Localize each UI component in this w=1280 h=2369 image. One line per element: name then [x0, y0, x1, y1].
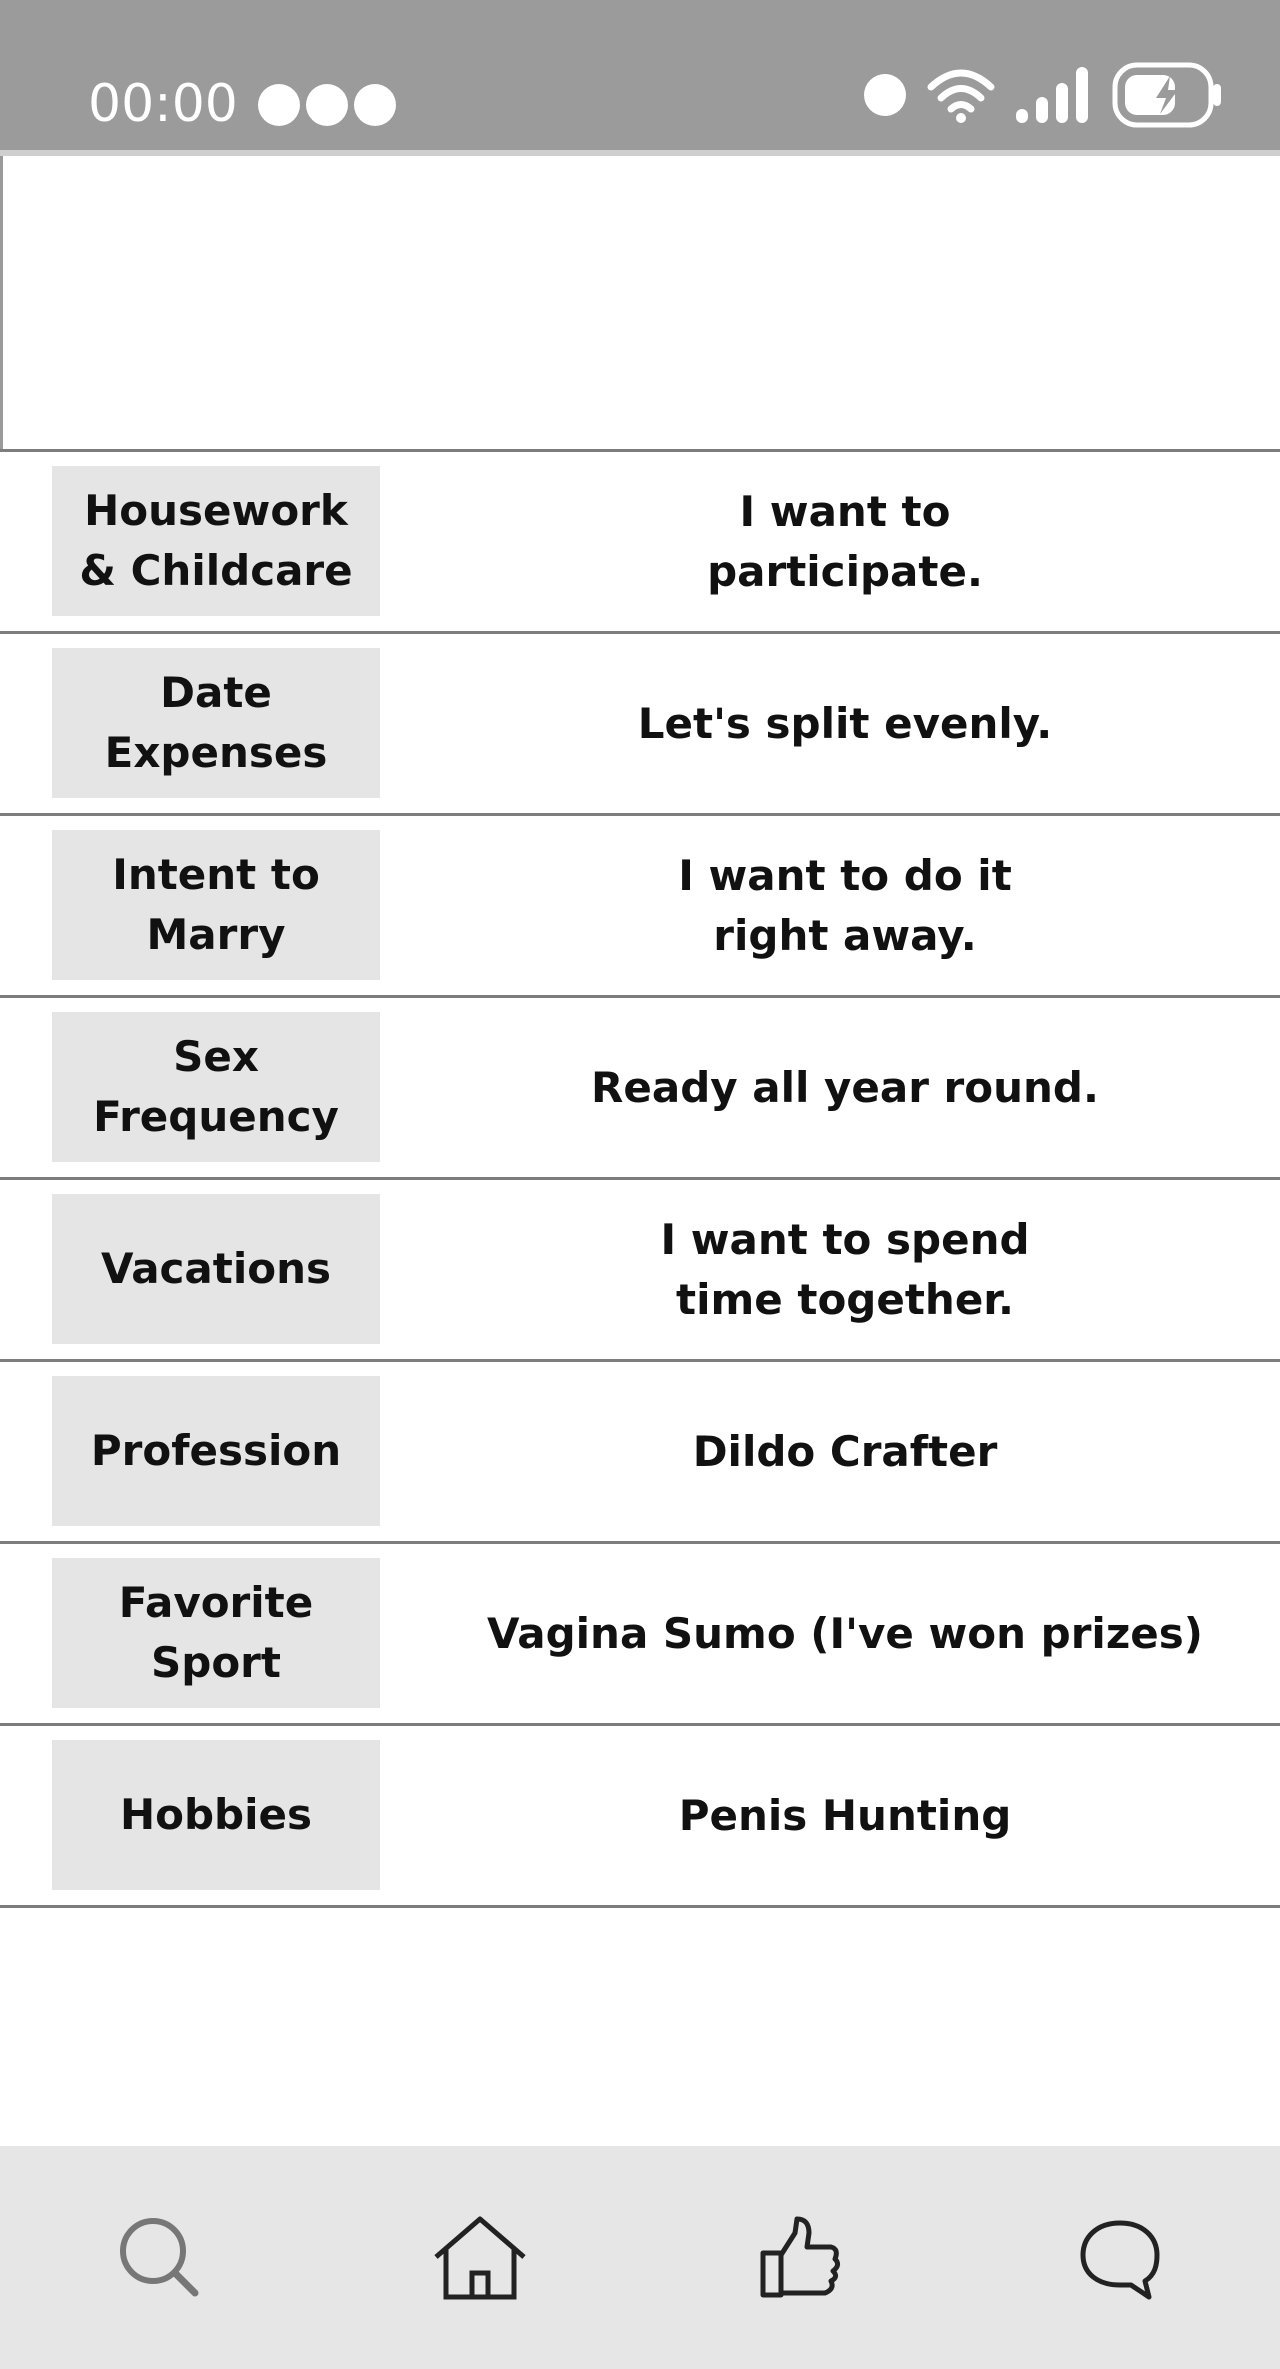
row-value: Dildo Crafter: [692, 1426, 998, 1476]
row-label: Intent to Marry: [52, 830, 380, 980]
row-value: Let's split evenly.: [637, 698, 1053, 748]
row-label: Profession: [52, 1376, 380, 1526]
table-row: [0, 1177, 1280, 1359]
profile-header: [0, 156, 1280, 450]
notification-dot-icon: [354, 84, 396, 126]
chat-bubble-icon: [1075, 2213, 1165, 2303]
notification-dot-icon: [306, 84, 348, 126]
row-value: I want to spend time together.: [660, 1214, 1030, 1324]
table-row: [0, 631, 1280, 813]
notification-dot-icon: [258, 84, 300, 126]
dot-indicator-icon: [862, 72, 908, 118]
row-value: I want to do it right away.: [678, 850, 1012, 960]
row-label: Sex Frequency: [52, 1012, 380, 1162]
row-label: Hobbies: [52, 1740, 380, 1890]
row-value: Vagina Sumo (I've won prizes): [487, 1608, 1203, 1658]
thumbs-up-icon: [755, 2213, 845, 2303]
table-row: [0, 1723, 1280, 1908]
row-value: Ready all year round.: [591, 1062, 1099, 1112]
nav-like-button[interactable]: [740, 2198, 860, 2318]
battery-charging-icon: [1112, 62, 1224, 128]
table-row: [0, 1541, 1280, 1723]
nav-chat-button[interactable]: [1060, 2198, 1180, 2318]
table-row: [0, 995, 1280, 1177]
status-icons: [862, 62, 1224, 128]
table-row: [0, 449, 1280, 631]
table-row: [0, 1359, 1280, 1541]
row-label: Vacations: [52, 1194, 380, 1344]
row-label: Date Expenses: [52, 648, 380, 798]
search-icon: [115, 2213, 205, 2303]
row-label: Housework & Childcare: [52, 466, 380, 616]
status-time: 00:00: [88, 74, 238, 134]
nav-home-button[interactable]: [420, 2198, 540, 2318]
signal-icon: [1014, 65, 1094, 125]
row-value: I want to participate.: [707, 486, 983, 596]
notification-dots: [258, 84, 396, 126]
status-bar: [0, 0, 1280, 156]
table-row: [0, 813, 1280, 995]
wifi-icon: [926, 65, 996, 125]
profile-table: [0, 449, 1280, 1908]
bottom-nav: [0, 2146, 1280, 2369]
row-value: Penis Hunting: [678, 1790, 1012, 1840]
home-icon: [430, 2213, 530, 2303]
row-label: Favorite Sport: [52, 1558, 380, 1708]
nav-search-button[interactable]: [100, 2198, 220, 2318]
